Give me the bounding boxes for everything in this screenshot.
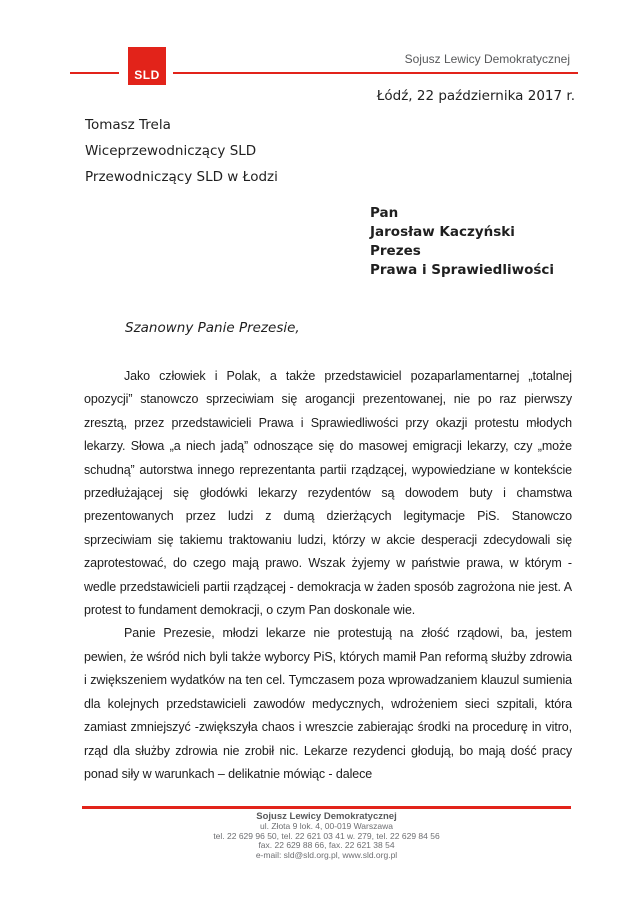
recipient-name: Jarosław Kaczyński xyxy=(370,224,515,240)
sender-name: Tomasz Trela xyxy=(85,117,171,133)
header-rule-right xyxy=(173,72,578,74)
body-paragraph-1: Jako człowiek i Polak, a także przedstawiciel pozaparlamentarnej „totalnej opozycji” stanowczo sprzeciwiam się arogancji prezentowanej, nie po raz pierwszy zresztą, przez przedstawicieli Prawa i Sprawiedliwości przy okazji protestu młodych lekarzy. Słowa „a niech jadą” odnoszące się do masowej emigracji lekarzy, czy „może schudną” autorstwa innego reprezentanta partii rządzącej, wypowiedziane w kontekście przedłużającej się głodówki lekarzy rezydentów są dowodem buty i chamstwa prezentowanych przez ludzi z dumą dzierżących legitymacje PiS. Stanowczo sprzeciwiam się takiemu traktowaniu ludzi, którzy w akcie desperacji zdecydowali się zaprotestować, do czego mają prawo. Wszak żyjemy w państwie prawa, w którym - wedle przedstawicieli partii rządzącej - demokracja w żaden sposób zagrożona nie jest. A protest to fundament demokracji, o czym Pan doskonale wie. xyxy=(84,369,572,618)
header-rule-left xyxy=(70,72,119,74)
sender-title-vice-chairman: Wiceprzewodniczący SLD xyxy=(85,143,257,159)
letter-footer xyxy=(82,811,571,860)
dateline: Łódź, 22 października 2017 r. xyxy=(376,88,575,104)
footer-phones: tel. 22 629 96 50, tel. 22 621 03 41 w. 279, tel. 22 629 84 56 xyxy=(213,830,440,841)
footer-fax: fax. 22 629 88 66, fax. 22 621 38 54 xyxy=(258,840,395,850)
footer-address: ul. Złota 9 lok. 4, 00-019 Warszawa xyxy=(260,821,393,831)
footer-organization: Sojusz Lewicy Demokratycznej xyxy=(256,811,397,822)
footer-email-web: e-mail: sld@sld.org.pl, www.sld.org.pl xyxy=(255,849,398,860)
sender-block xyxy=(85,112,278,190)
recipient-party: Prawa i Sprawiedliwości xyxy=(370,262,555,278)
recipient-honorific: Pan xyxy=(370,205,399,221)
recipient-block xyxy=(370,204,554,280)
sld-logo xyxy=(128,47,166,85)
header-organization-name: Sojusz Lewicy Demokratycznej xyxy=(404,52,570,66)
body-paragraph-2: Panie Prezesie, młodzi lekarze nie protestują na złość rządowi, ba, jestem pewien, że wśród nich byli także wyborcy PiS, których mamił Pan reformą służby zdrowia i zwiększeniem wydatków na ten cel. Tymczasem poza wprowadzaniem klauzul sumienia dla kolejnych przedstawicieli zawodów medycznych, wdrożeniem sieci szpitali, która zamiast zmniejszyć -zwiększyła chaos i wreszcie zabierając środki na procedurę in vitro, rząd dla służby zdrowia nie zrobił nic. Lekarze rezydenci głodują, bo mają dość pracy ponad siły w warunkach – delikatnie mówiąc - dalece xyxy=(84,626,572,781)
sender-title-chairman-lodz: Przewodniczący SLD w Łodzi xyxy=(85,169,278,185)
letter-body xyxy=(84,365,572,786)
footer-rule xyxy=(82,806,571,809)
salutation: Szanowny Panie Prezesie, xyxy=(125,320,300,336)
recipient-title: Prezes xyxy=(370,243,421,259)
sld-logo-text: SLD xyxy=(134,68,160,82)
